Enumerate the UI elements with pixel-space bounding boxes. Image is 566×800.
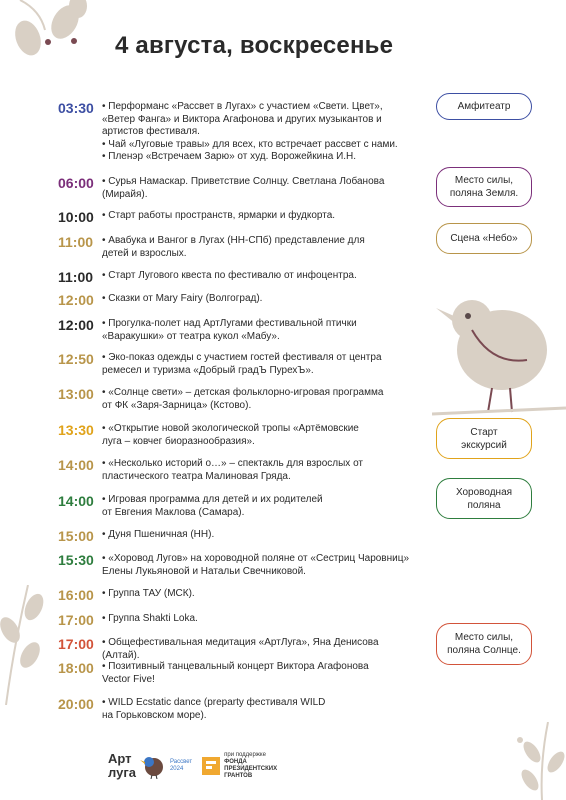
badge-excursions-start bbox=[436, 418, 532, 459]
entry-time: 10:00 bbox=[58, 209, 94, 225]
entry-description-line: • «Несколько историй о…» – спектакль для взрослых от bbox=[102, 458, 363, 469]
entry-description bbox=[102, 553, 418, 578]
entry-description bbox=[102, 588, 418, 602]
entry-description-line: • Позитивный танцевальный концерт Виктора Агафонова bbox=[102, 661, 369, 672]
entry-description-line: • Прогулка-полет над АртЛугами фестивальной птички bbox=[102, 318, 357, 329]
grant-line-2: ФОНДА bbox=[224, 759, 247, 765]
page-title: 4 августа, воскресенье bbox=[115, 32, 394, 59]
grant-line-3: ПРЕЗИДЕНТСКИХ bbox=[224, 766, 278, 772]
entry-time: 17:00 bbox=[58, 636, 94, 652]
schedule-entry bbox=[58, 423, 418, 448]
leaf-decoration-top-icon bbox=[0, 0, 110, 80]
schedule-entry bbox=[58, 588, 418, 602]
entry-description bbox=[102, 293, 418, 307]
entry-description bbox=[102, 494, 418, 519]
entry-description-line: • «Открытие новой экологической тропы «Артёмовские bbox=[102, 423, 359, 434]
entry-description bbox=[102, 210, 418, 224]
entry-description-line: «Ветер Фанга» и Виктора Агафонова и других музыкантов и bbox=[102, 113, 382, 125]
schedule-entry bbox=[58, 637, 418, 662]
entry-time: 12:50 bbox=[58, 351, 94, 367]
badge-round-dance-glade bbox=[436, 478, 532, 519]
entry-time: 03:30 bbox=[58, 100, 94, 116]
entry-time: 06:00 bbox=[58, 175, 94, 191]
schedule-entry bbox=[58, 101, 418, 164]
entry-description-line: • Группа Shakti Loka. bbox=[102, 613, 198, 624]
schedule-entry bbox=[58, 697, 418, 722]
schedule-entry bbox=[58, 387, 418, 412]
grant-line-1: при поддержке bbox=[224, 752, 266, 758]
entry-time: 20:00 bbox=[58, 696, 94, 712]
leaf-decoration-right-icon bbox=[512, 722, 566, 800]
entry-description-line: • Чай «Луговые травы» для всех, кто встречает рассвет с нами. bbox=[102, 138, 398, 150]
entry-description bbox=[102, 101, 418, 164]
logo-sub-line-1: Рассвет bbox=[169, 759, 193, 765]
entry-description bbox=[102, 270, 418, 284]
badge-label: Старт экскурсий bbox=[461, 426, 507, 451]
entry-description-line: на Горьковском море). bbox=[102, 709, 207, 721]
schedule-entry bbox=[58, 661, 418, 686]
entry-description bbox=[102, 661, 418, 686]
presidential-grants-logo bbox=[202, 752, 277, 780]
schedule-entry bbox=[58, 176, 418, 201]
entry-description-line: пластического театра Малиновая Гряда. bbox=[102, 470, 291, 482]
entry-description bbox=[102, 387, 418, 412]
entry-description bbox=[102, 697, 418, 722]
badge-sun-glade bbox=[436, 623, 532, 665]
entry-description-line: • Авабука и Вангог в Лугах (НН-СПб) представление для bbox=[102, 235, 365, 246]
entry-description-line: • Группа ТАУ (МСК). bbox=[102, 588, 195, 599]
schedule-entry bbox=[58, 318, 418, 343]
entry-description-line: от ФК «Заря-Зарница» (Кстово). bbox=[102, 399, 252, 411]
entry-description-line: Елены Лукьяновой и Натальи Свечниковой. bbox=[102, 565, 306, 577]
bird-logo-icon bbox=[140, 753, 166, 779]
entry-time: 17:00 bbox=[58, 612, 94, 628]
badge-label: Сцена «Небо» bbox=[450, 233, 518, 244]
entry-time: 13:00 bbox=[58, 386, 94, 402]
entry-description bbox=[102, 613, 418, 627]
schedule-entry bbox=[58, 458, 418, 483]
entry-description-line: «Варакушки» от театра кукол «Мабу». bbox=[102, 330, 280, 342]
entry-time: 16:00 bbox=[58, 587, 94, 603]
entry-description-line: от Евгения Маклова (Самара). bbox=[102, 506, 245, 518]
schedule-entry bbox=[58, 270, 418, 284]
entry-time: 13:30 bbox=[58, 422, 94, 438]
grant-line-4: ГРАНТОВ bbox=[224, 773, 253, 779]
entry-description-line: • Эко-показ одежды с участием гостей фестиваля от центра bbox=[102, 352, 382, 363]
schedule-entry bbox=[58, 529, 418, 543]
entry-description-line: детей и взрослых. bbox=[102, 247, 187, 259]
entry-description-line: • WILD Ecstatic dance (preparty фестиваля WILD bbox=[102, 697, 326, 708]
badge-earth-glade bbox=[436, 167, 532, 207]
grant-fund-icon bbox=[202, 757, 220, 775]
badge-label: Амфитеатр bbox=[457, 101, 511, 112]
entry-description-line: • Игровая программа для детей и их родителей bbox=[102, 494, 323, 505]
badge-label: Хороводная поляна bbox=[455, 486, 513, 511]
schedule-entry bbox=[58, 235, 418, 260]
schedule-entry bbox=[58, 210, 418, 224]
entry-description-line: луга – ковчег биоразнообразия». bbox=[102, 435, 255, 447]
entry-description-line: артистов фестиваля. bbox=[102, 126, 200, 137]
entry-description bbox=[102, 318, 418, 343]
entry-description-line: Vector Five! bbox=[102, 673, 155, 685]
entry-description-line: • Пленэр «Встречаем Зарю» от худ. Ворожейкина И.Н. bbox=[102, 151, 357, 162]
entry-description bbox=[102, 235, 418, 260]
entry-time: 14:00 bbox=[58, 493, 94, 509]
entry-description bbox=[102, 529, 418, 543]
logo-line-1: Арт bbox=[108, 751, 132, 766]
schedule-entry bbox=[58, 352, 418, 377]
entry-description-line: ремесел и туризма «Добрый градЪ ПурехЪ». bbox=[102, 364, 314, 376]
entry-time: 18:00 bbox=[58, 660, 94, 676]
entry-time: 12:00 bbox=[58, 292, 94, 308]
badge-amphitheater bbox=[436, 93, 532, 120]
schedule-entry bbox=[58, 613, 418, 627]
logo-sub-line-2: 2024 bbox=[169, 766, 184, 772]
entry-description-line: • Сурья Намаскар. Приветствие Солнцу. Светлана Лобанова bbox=[102, 176, 385, 187]
schedule-entry bbox=[58, 293, 418, 307]
entry-description bbox=[102, 423, 418, 448]
entry-time: 15:00 bbox=[58, 528, 94, 544]
badge-label: Место силы, поляна Земля. bbox=[449, 175, 519, 199]
entry-description bbox=[102, 176, 418, 201]
entry-description bbox=[102, 458, 418, 483]
schedule-entry bbox=[58, 494, 418, 519]
entry-description bbox=[102, 352, 418, 377]
entry-description-line: • «Хоровод Лугов» на хороводной поляне от «Сестриц Чаровниц» bbox=[102, 553, 410, 564]
logo-line-2: луга bbox=[108, 765, 136, 780]
footer-logos bbox=[108, 752, 277, 780]
entry-time: 15:30 bbox=[58, 552, 94, 568]
entry-description-line: • Сказки от Mary Fairy (Волгоград). bbox=[102, 293, 263, 304]
entry-description-line: (Мирайя). bbox=[102, 188, 148, 200]
entry-description-line: • Дуня Пшеничная (НН). bbox=[102, 529, 215, 540]
badge-label: Место силы, поляна Солнце. bbox=[447, 632, 521, 656]
entry-description bbox=[102, 637, 418, 662]
entry-description-line: • «Солнце свети» – детская фольклорно-игровая программа bbox=[102, 387, 384, 398]
entry-description-line: • Старт Лугового квеста по фестивалю от инфоцентра. bbox=[102, 270, 357, 281]
badge-sky-stage bbox=[436, 223, 532, 254]
entry-time: 14:00 bbox=[58, 457, 94, 473]
entry-time: 12:00 bbox=[58, 317, 94, 333]
entry-description-line: • Перформанс «Рассвет в Лугах» с участием «Свети. Цвет», bbox=[102, 101, 383, 112]
entry-description-line: • Общефестивальная медитация «АртЛуга», Яна Денисова (Алтай). bbox=[102, 637, 379, 661]
artluga-logo bbox=[108, 752, 192, 780]
entry-time: 11:00 bbox=[58, 269, 94, 285]
entry-description-line: • Старт работы пространств, ярмарки и фудкорта. bbox=[102, 210, 336, 221]
schedule-entry bbox=[58, 553, 418, 578]
leaf-decoration-left-icon bbox=[0, 585, 50, 705]
bird-illustration-icon bbox=[432, 290, 566, 420]
entry-time: 11:00 bbox=[58, 234, 94, 250]
